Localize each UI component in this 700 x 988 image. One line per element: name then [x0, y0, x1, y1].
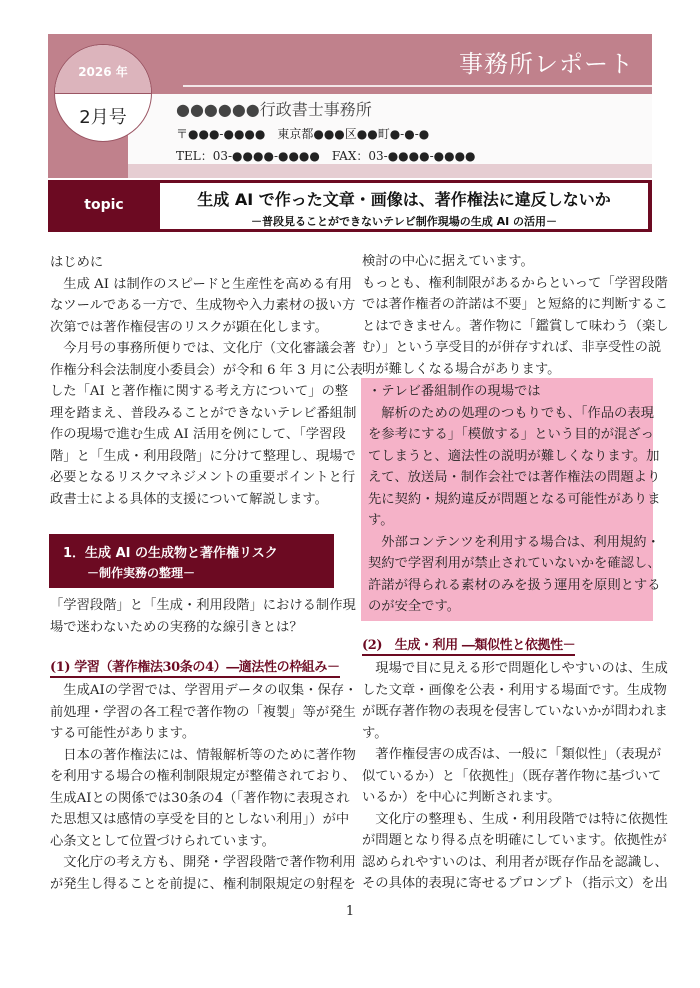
section-1-lead: [50, 595, 356, 638]
text-line: 文化庁の考え方も、開発・学習段階で著作物利用: [50, 855, 356, 870]
section-1-title: 1．生成 AI の生成物と著作権リスク: [63, 546, 278, 561]
report-title: 事務所レポート: [459, 50, 634, 78]
office-name: ●●●●●●行政書士事務所: [176, 100, 372, 119]
text-line: のが安全です。: [368, 599, 461, 614]
text-line: 現場で目に見える形で問題化しやすいのは、生成: [362, 661, 668, 676]
intro-paragraphs: [50, 252, 364, 510]
text-line: いるか）を中心に判断されます。: [362, 790, 561, 805]
text-line: を利用する場合の権利制限規定が整備されており、: [50, 769, 356, 784]
text-line: を参考にする」「模倣する」という目的が混ざっ: [368, 427, 654, 442]
text-line: 生成AIの学習では、学習用データの収集・保存・: [50, 683, 358, 698]
text-line: が問題となり得る点を明確にしています。依拠性が: [362, 833, 667, 848]
right-column-top: [362, 251, 669, 380]
header-accent-band: [128, 164, 652, 178]
issue-month: 2月号: [79, 107, 127, 128]
text-line: した「AI と著作権に関する考え方について」の整: [50, 384, 349, 399]
text-line: 理を踏まえ、普段みることができないテレビ番組制: [50, 405, 357, 421]
text-line: 解析のための処理のつもりでも、「作品の表現: [368, 405, 654, 421]
text-line: はじめに: [50, 255, 104, 270]
section-1-subtitle: －制作実務の整理－: [87, 566, 196, 580]
text-line: す。: [362, 725, 388, 741]
text-line: 許諾が得られる素材のみを扱う運用を原則とする: [368, 577, 661, 593]
text-line: なツールである一方で、生成物や入力素材の扱い方: [50, 298, 356, 313]
text-line: 次第では著作権侵害のリスクが顕在化します。: [50, 319, 328, 335]
text-line: 作の現場で進む生成 AI 活用を例にして、「学習段: [50, 427, 346, 442]
report-header: [48, 34, 652, 178]
section-1-heading: [49, 534, 334, 588]
subsection-1-title: (1) 学習（著作権法30条の4）―適法性の枠組み－: [50, 656, 340, 678]
text-line: 作権分科会法制度小委員会）が令和 6 年 3 月に公表: [50, 362, 364, 378]
text-line: が発生し得ることを前提に、権利制限規定の射程を: [50, 876, 356, 892]
text-line: 前処理・学習の各工程で著作物の「複製」等が発生: [50, 704, 356, 720]
subsection-2-body: [362, 658, 668, 895]
text-line: 場で迷わないための実務的な線引きとは？: [50, 619, 303, 635]
text-line: 明が難しくなる場合があります。: [362, 361, 561, 377]
issue-year: 2026 年: [78, 65, 128, 79]
text-line: 生成AIとの関係では30条の4（「著作物に表現され: [50, 790, 350, 806]
text-line: 政書士による具体的支援について解説します。: [50, 491, 328, 507]
tv-production-callout-text: [368, 381, 661, 618]
text-line: えて、放送局・制作会社では著作権法の問題より: [368, 470, 661, 485]
topic-title: 生成 AI で作った文章・画像は、著作権法に違反しないか: [197, 190, 611, 209]
text-line: 階」と「生成・利用段階」に分けて整理し、現場で: [50, 448, 356, 464]
office-phone-fax: TEL：03-●●●●-●●●● FAX：03-●●●●-●●●●: [176, 149, 476, 163]
text-line: とはできません。著作物に「鑑賞して味わう（楽し: [362, 318, 669, 334]
topic-box: [160, 183, 648, 229]
topic-label: topic: [84, 197, 124, 213]
text-line: ・テレビ番組制作の現場では: [368, 384, 541, 399]
text-line: 認められやすいのは、利用者が既存作品を認識し、: [362, 854, 668, 870]
text-line: が既存著作物の表現を侵害していないかが問われま: [362, 704, 668, 719]
text-line: 似ているか）と「依拠性」（既存著作物に基づいて: [362, 768, 662, 784]
text-line: む）」という享受目的が併存すれば、非享受性の説: [362, 340, 662, 355]
text-line: もっとも、権利制限があるからといって「学習段階: [362, 275, 668, 291]
text-line: では著作権者の許諾は不要」と短絡的に判断するこ: [362, 297, 668, 312]
subsection-1-body: [50, 680, 358, 895]
issue-badge: [54, 44, 152, 142]
text-line: 先に契約・規約違反が問題となる可能性がありま: [368, 491, 661, 507]
text-line: 著作権侵害の成否は、一般に「類似性」（表現が: [362, 747, 662, 762]
text-line: 検討の中心に据えています。: [362, 254, 534, 269]
text-line: 外部コンテンツを利用する場合は、利用規約・: [368, 534, 660, 550]
text-line: 必要となるリスクマネジメントの重要ポイントと行: [50, 470, 356, 485]
text-line: 生成 AI は制作のスピードと生産性を高める有用: [50, 276, 353, 292]
text-line: 日本の著作権法には、情報解析等のために著作物: [50, 747, 356, 763]
subsection-2-title: (2) 生成・利用 ―類似性と依拠性－: [362, 634, 575, 656]
text-line: 「学習段階」と「生成・利用段階」における制作現: [50, 598, 356, 613]
topic-banner: [48, 180, 652, 232]
text-line: 契約で学習利用が禁止されていないかを確認し、: [368, 556, 661, 571]
topic-subtitle: －普段見ることができないテレビ制作現場の生成 AI の活用－: [250, 215, 558, 228]
text-line: する可能性があります。: [50, 726, 196, 741]
text-line: した文章・画像を公表・利用する場面です。生成物: [362, 682, 667, 698]
header-divider: [183, 85, 652, 87]
text-line: 今月号の事務所便りでは、文化庁（文化審議会著: [50, 341, 356, 356]
text-line: てしまうと、適法性の説明が難しくなります。加: [368, 448, 660, 464]
text-line: その具体的表現に寄せるプロンプト（指示文）を出: [362, 876, 668, 891]
office-address: 〒●●●-●●●● 東京都●●●区●●町●-●-●: [176, 127, 430, 141]
text-line: す。: [368, 513, 394, 528]
page-number: 1: [345, 904, 355, 919]
text-line: た思想又は感情の享受を目的としない利用」）が中: [50, 812, 350, 827]
text-line: 文化庁の整理も、生成・利用段階では特に依拠性: [362, 811, 668, 827]
text-line: 心条文として位置づけられています。: [50, 833, 275, 849]
